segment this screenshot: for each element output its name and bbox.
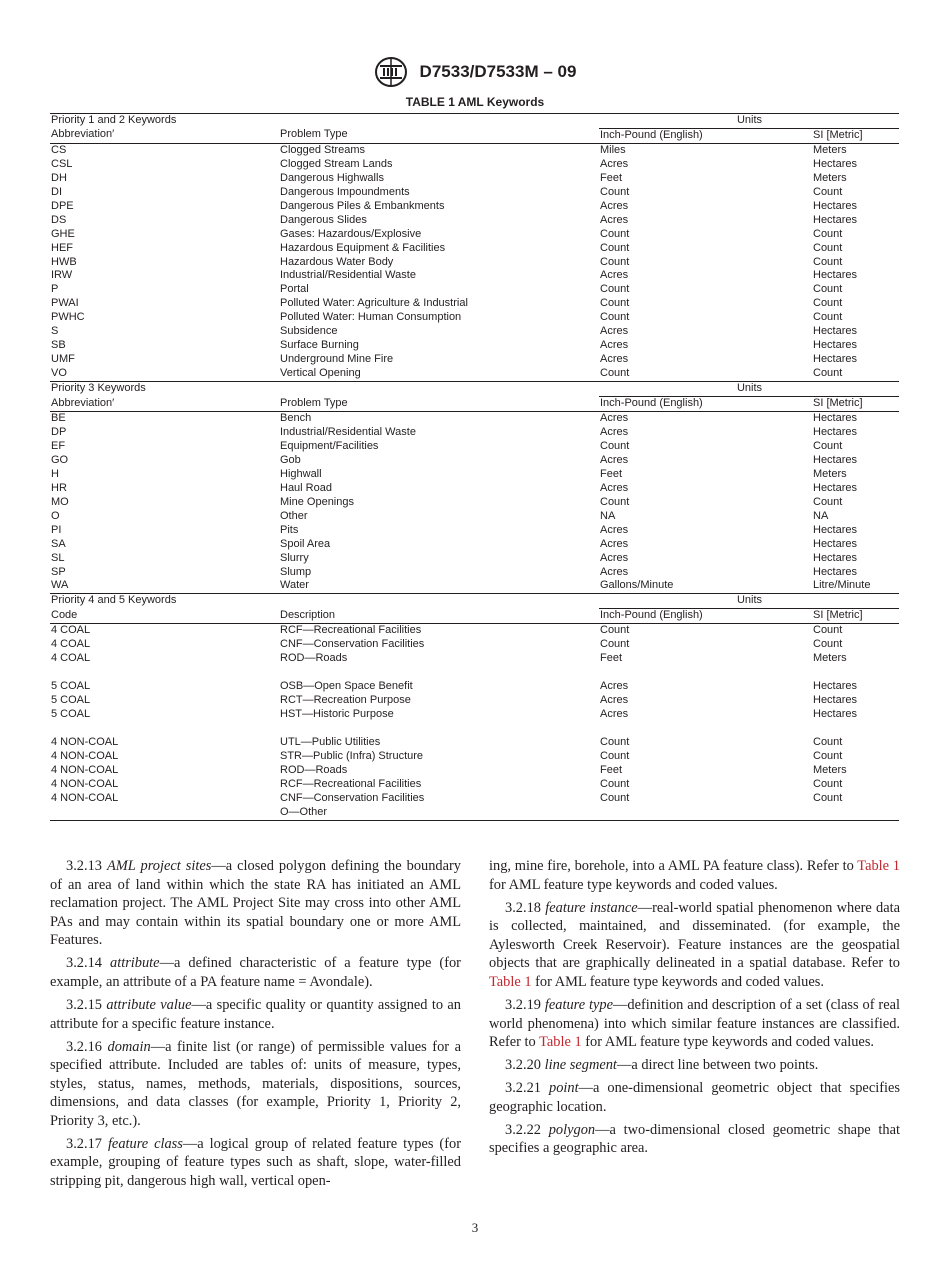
table-cell: Hectares bbox=[813, 339, 858, 352]
section-header-row bbox=[50, 114, 899, 129]
table-cell: Count bbox=[600, 439, 630, 452]
table-cell: Hectares bbox=[813, 481, 858, 494]
table-cell: Subsidence bbox=[280, 325, 338, 338]
definition-3-2-14: 3.2.14 attribute—a defined characteristic of a feature type (for example, an attribute of a PA feature name = Avondale). bbox=[50, 955, 461, 990]
table-cell: Hectares bbox=[813, 353, 858, 366]
table-cell: Water bbox=[280, 579, 309, 592]
table-cell: Acres bbox=[600, 325, 629, 338]
table-cell: Hectares bbox=[813, 680, 858, 693]
page-number: 3 bbox=[471, 1220, 479, 1235]
table-cell: 4 NON-COAL bbox=[51, 777, 119, 790]
table-cell: Dangerous Slides bbox=[280, 213, 367, 226]
table-row bbox=[50, 736, 899, 750]
table-cell: SA bbox=[51, 537, 66, 550]
table-cell: Acres bbox=[600, 551, 629, 564]
table-cell: Gases: Hazardous/Explosive bbox=[280, 227, 422, 240]
table-cell: HR bbox=[51, 481, 67, 494]
table-cell bbox=[599, 722, 812, 736]
table-cell: DS bbox=[51, 213, 67, 226]
table-row bbox=[50, 269, 899, 283]
table-cell: Count bbox=[813, 311, 843, 324]
table-row bbox=[50, 412, 899, 426]
table-row bbox=[50, 510, 899, 524]
table-row bbox=[50, 454, 899, 468]
page-header bbox=[0, 56, 950, 88]
column-header: Problem Type bbox=[279, 128, 599, 143]
table-cell: Industrial/Residential Waste bbox=[280, 425, 416, 438]
table-cell: Hazardous Water Body bbox=[280, 255, 394, 268]
table-cell: Dangerous Impoundments bbox=[280, 185, 410, 198]
table-cell: Acres bbox=[600, 453, 629, 466]
column-header: SI [Metric] bbox=[812, 397, 899, 412]
table-cell: Mine Openings bbox=[280, 495, 354, 508]
table-cell: WA bbox=[51, 579, 69, 592]
table-cell: Litre/Minute bbox=[813, 579, 871, 592]
column-header: Inch-Pound (English) bbox=[599, 397, 812, 412]
table-cell: 4 COAL bbox=[51, 638, 91, 651]
table-row bbox=[50, 566, 899, 580]
table-cell: Acres bbox=[600, 523, 629, 536]
table-cell: Gallons/Minute bbox=[600, 579, 674, 592]
table-cell: Feet bbox=[600, 467, 623, 480]
table-cell: Count bbox=[813, 624, 843, 637]
table-spacer-row bbox=[50, 666, 899, 680]
table-cell: Hazardous Equipment & Facilities bbox=[280, 241, 446, 254]
table-row bbox=[50, 624, 899, 638]
table-cell: Gob bbox=[280, 453, 301, 466]
table-cell: Acres bbox=[600, 708, 629, 721]
table-row bbox=[50, 242, 899, 256]
table-cell: Industrial/Residential Waste bbox=[280, 269, 416, 282]
table-cell: Spoil Area bbox=[280, 537, 331, 550]
table-cell: CS bbox=[51, 143, 67, 156]
table-cell: O—Other bbox=[279, 806, 599, 820]
table-cell: Count bbox=[813, 185, 843, 198]
table-row bbox=[50, 339, 899, 353]
table-cell: Acres bbox=[600, 412, 629, 425]
table-cell: Count bbox=[600, 735, 630, 748]
table-cell: Acres bbox=[600, 565, 629, 578]
table-cell: 5 COAL bbox=[51, 694, 91, 707]
table-cell bbox=[50, 666, 279, 680]
table-cell: Count bbox=[813, 297, 843, 310]
column-header: SI [Metric] bbox=[812, 128, 899, 143]
definition-3-2-22: 3.2.22 polygon—a two-dimensional closed geometric shape that specifies a geographic area. bbox=[489, 1121, 900, 1157]
table-cell: Vertical Opening bbox=[280, 367, 361, 380]
table-row bbox=[50, 367, 899, 381]
table-cell: Count bbox=[813, 495, 843, 508]
table-cell: Acres bbox=[600, 213, 629, 226]
table-cell: Feet bbox=[600, 652, 623, 665]
table-cell: Feet bbox=[600, 171, 623, 184]
document-designation: D7533/D7533M – 09 bbox=[419, 62, 577, 81]
table-row bbox=[50, 214, 899, 228]
table-cell: Hectares bbox=[813, 694, 858, 707]
table-cell: Surface Burning bbox=[280, 339, 359, 352]
table-cell: Count bbox=[813, 638, 843, 651]
table-row bbox=[50, 764, 899, 778]
table-cell: 4 NON-COAL bbox=[51, 735, 119, 748]
table-cell: ROD—Roads bbox=[280, 763, 348, 776]
table-row bbox=[50, 468, 899, 482]
table-row bbox=[50, 708, 899, 722]
table-cell bbox=[279, 722, 599, 736]
table-row bbox=[50, 297, 899, 311]
table-row bbox=[50, 792, 899, 806]
table-cell: Clogged Streams bbox=[280, 143, 365, 156]
column-header-row bbox=[50, 609, 899, 624]
table-cell bbox=[812, 806, 899, 820]
table-cell: Bench bbox=[280, 412, 312, 425]
table-cell: DPE bbox=[51, 199, 74, 212]
definition-3-2-15: 3.2.15 attribute value—a specific quality or quantity assigned to an attribute for a specific feature instance. bbox=[50, 996, 462, 1032]
table-cell: Acres bbox=[600, 680, 629, 693]
table-cell: Hectares bbox=[813, 551, 858, 564]
aml-keywords-table bbox=[50, 113, 899, 821]
table-cell: NA bbox=[813, 509, 829, 522]
table-row bbox=[50, 538, 899, 552]
table-cell: HWB bbox=[51, 255, 77, 268]
table-cell: Dangerous Piles & Embankments bbox=[280, 199, 445, 212]
column-header: Code bbox=[50, 609, 279, 624]
table-cell: Count bbox=[600, 227, 630, 240]
table-cell: Count bbox=[600, 791, 630, 804]
table-cell: Count bbox=[600, 624, 630, 637]
table-cell: PI bbox=[51, 523, 62, 536]
table-cell: Dangerous Highwalls bbox=[280, 171, 384, 184]
table-cell: Underground Mine Fire bbox=[280, 353, 394, 366]
table-cell: SL bbox=[51, 551, 65, 564]
table-cell: Polluted Water: Agriculture & Industrial bbox=[280, 297, 468, 310]
table-cell: Meters bbox=[813, 763, 847, 776]
table-cell: Count bbox=[600, 367, 630, 380]
table-cell: Other bbox=[280, 509, 308, 522]
table-cell: 4 NON-COAL bbox=[51, 791, 119, 804]
table-cell: Count bbox=[600, 241, 630, 254]
table-cell: Acres bbox=[600, 481, 629, 494]
table-cell: Feet bbox=[600, 763, 623, 776]
table-spacer-row bbox=[50, 722, 899, 736]
table-row bbox=[50, 426, 899, 440]
table-row bbox=[50, 694, 899, 708]
table-row bbox=[50, 325, 899, 339]
table-caption: TABLE 1 AML Keywords bbox=[405, 95, 545, 109]
right-column bbox=[489, 857, 900, 1162]
table-row bbox=[50, 172, 899, 186]
definition-3-2-18: 3.2.18 feature instance—real-world spatial phenomenon where data is collected, maintained, and disseminated. (for example, the Aylesworth Creek Reservoir). Feature instances are the geospatial objects that are graphically delineated in a spatial database. Refer to Table 1 for AML feature type keywords and coded values. bbox=[489, 899, 900, 990]
table-cell: Count bbox=[600, 255, 630, 268]
definition-3-2-20: 3.2.20 line segment—a direct line between two points. bbox=[505, 1057, 819, 1074]
table-cell: Haul Road bbox=[280, 481, 332, 494]
table-cell: Hectares bbox=[813, 157, 858, 170]
table-cell: Acres bbox=[600, 269, 629, 282]
definition-3-2-16: 3.2.16 domain—a finite list (or range) of permissible values for a specified attribute. Included are tables of: units of measure, types, styles, status, names, methods, materials, dispositions, sources, dimensions, and data classes (for example, Priority 1, Priority 2, Priority 3, etc.). bbox=[50, 1038, 461, 1129]
table-row bbox=[50, 228, 899, 242]
table-row bbox=[50, 552, 899, 566]
table-cell: Count bbox=[600, 495, 630, 508]
table-row bbox=[50, 482, 899, 496]
table-cell: VO bbox=[51, 367, 67, 380]
table-cell: Pits bbox=[280, 523, 299, 536]
table-cell bbox=[812, 666, 899, 680]
table-cell: IRW bbox=[51, 269, 73, 282]
table-cell: Portal bbox=[280, 283, 309, 296]
table-cell: Hectares bbox=[813, 453, 858, 466]
table-cell: Slurry bbox=[280, 551, 309, 564]
table-row bbox=[50, 311, 899, 325]
table-cell: EF bbox=[51, 439, 66, 452]
column-header: Inch-Pound (English) bbox=[599, 128, 812, 143]
table-cell: Count bbox=[600, 638, 630, 651]
table-cell: Acres bbox=[600, 199, 629, 212]
table-cell: Count bbox=[813, 735, 843, 748]
table-row bbox=[50, 283, 899, 297]
table-cell: O bbox=[51, 509, 60, 522]
table-row bbox=[50, 750, 899, 764]
section-header-row bbox=[50, 382, 899, 397]
table-cell bbox=[279, 666, 599, 680]
table-cell: Hectares bbox=[813, 213, 858, 226]
table-cell: S bbox=[51, 325, 59, 338]
table-cell: Count bbox=[600, 311, 630, 324]
table-cell: PWHC bbox=[51, 311, 85, 324]
table-cell bbox=[812, 722, 899, 736]
section-title: Priority 1 and 2 Keywords bbox=[50, 114, 599, 129]
table-row bbox=[50, 579, 899, 593]
column-header-row bbox=[50, 397, 899, 412]
table-cell: Acres bbox=[600, 157, 629, 170]
table-cell bbox=[50, 722, 279, 736]
table-cell: 4 COAL bbox=[51, 652, 91, 665]
table-row bbox=[50, 186, 899, 200]
column-header: Inch-Pound (English) bbox=[599, 609, 812, 624]
units-header: Units bbox=[599, 594, 899, 609]
table-cell: RCT—Recreation Purpose bbox=[280, 694, 411, 707]
table-cell: Hectares bbox=[813, 269, 858, 282]
table-cell: H bbox=[51, 467, 59, 480]
table-cell: BE bbox=[51, 412, 66, 425]
table-cell: Meters bbox=[813, 143, 847, 156]
table-cell: 4 NON-COAL bbox=[51, 763, 119, 776]
table-row bbox=[50, 496, 899, 510]
table-cell: Acres bbox=[600, 339, 629, 352]
table-cell: GHE bbox=[51, 227, 75, 240]
table-row bbox=[50, 652, 899, 666]
table-row bbox=[50, 524, 899, 538]
table-cell: GO bbox=[51, 453, 69, 466]
table-row bbox=[50, 143, 899, 157]
table-cell: STR—Public (Infra) Structure bbox=[280, 749, 424, 762]
table-cell: Count bbox=[813, 439, 843, 452]
definition-3-2-19: 3.2.19 feature type—definition and description of a set (class of real world phenomena) into which similar feature instances are classified. Refer to Table 1 for AML feature type keywords and coded values. bbox=[489, 996, 900, 1051]
table-cell: HST—Historic Purpose bbox=[280, 708, 394, 721]
table-1-link[interactable]: Table 1 bbox=[857, 858, 901, 874]
table-cell: RCF—Recreational Facilities bbox=[280, 624, 422, 637]
table-row bbox=[50, 638, 899, 652]
section-title: Priority 3 Keywords bbox=[50, 382, 599, 397]
left-column bbox=[50, 857, 461, 1195]
table-1-link[interactable]: Table 1 bbox=[539, 1034, 582, 1051]
table-cell: Hectares bbox=[813, 325, 858, 338]
table-cell: Count bbox=[813, 241, 843, 254]
table-cell: Highwall bbox=[280, 467, 322, 480]
table-cell: Count bbox=[813, 777, 843, 790]
table-cell: Count bbox=[600, 185, 630, 198]
table-cell: 5 COAL bbox=[51, 680, 91, 693]
table-cell: Hectares bbox=[813, 565, 858, 578]
table-cell: Count bbox=[600, 777, 630, 790]
column-header: SI [Metric] bbox=[812, 609, 899, 624]
column-header: Problem Type bbox=[279, 397, 599, 412]
table-cell: Miles bbox=[600, 143, 626, 156]
table-cell: Meters bbox=[813, 652, 847, 665]
table-cell: Equipment/Facilities bbox=[280, 439, 379, 452]
table-cell bbox=[50, 806, 279, 820]
table-cell: Clogged Stream Lands bbox=[280, 157, 393, 170]
table-cell: HEF bbox=[51, 241, 73, 254]
column-header-row bbox=[50, 128, 899, 143]
table-row bbox=[50, 440, 899, 454]
table-cell: Count bbox=[813, 283, 843, 296]
units-header: Units bbox=[599, 382, 899, 397]
table-cell: 5 COAL bbox=[51, 708, 91, 721]
table-cell: Acres bbox=[600, 425, 629, 438]
table-row bbox=[50, 806, 899, 820]
column-header: Abbreviation′ bbox=[50, 397, 279, 412]
astm-logo-icon bbox=[374, 56, 408, 88]
table-cell: P bbox=[51, 283, 59, 296]
units-header: Units bbox=[599, 114, 899, 129]
table-row bbox=[50, 158, 899, 172]
section-title: Priority 4 and 5 Keywords bbox=[50, 594, 599, 609]
table-1-link[interactable]: Table 1 bbox=[489, 973, 532, 990]
table-cell: SB bbox=[51, 339, 66, 352]
table-cell: Acres bbox=[600, 694, 629, 707]
table-cell: PWAI bbox=[51, 297, 79, 310]
table-cell: Hectares bbox=[813, 708, 858, 721]
table-cell: Hectares bbox=[813, 412, 858, 425]
definition-3-2-17-continued: ing, mine fire, borehole, into a AML PA feature class). Refer to Table 1 for AML feature type keywords and coded values. bbox=[489, 858, 901, 893]
table-row bbox=[50, 680, 899, 694]
table-cell: Polluted Water: Human Consumption bbox=[280, 311, 462, 324]
table-cell: Count bbox=[600, 283, 630, 296]
definition-3-2-13: 3.2.13 AML project sites—a closed polygon defining the boundary of an area of land within which the state RA has initiated an AML reclamation project. The AML Project Site may cross into other AML PAs and may contain within its spatial boundary one or more AML Features. bbox=[50, 858, 461, 949]
column-header: Abbreviation′ bbox=[50, 128, 279, 143]
table-cell: Acres bbox=[600, 537, 629, 550]
table-cell: OSB—Open Space Benefit bbox=[280, 680, 413, 693]
table-cell: Hectares bbox=[813, 523, 858, 536]
table-cell: CSL bbox=[51, 157, 73, 170]
section-header-row bbox=[50, 594, 899, 609]
table-cell: 4 NON-COAL bbox=[51, 749, 119, 762]
table-cell: RCF—Recreational Facilities bbox=[280, 777, 422, 790]
table-cell: DH bbox=[51, 171, 67, 184]
table-row bbox=[50, 256, 899, 270]
table-cell: ROD—Roads bbox=[280, 652, 348, 665]
table-cell: CNF—Conservation Facilities bbox=[280, 791, 425, 804]
table-cell: NA bbox=[600, 509, 616, 522]
table-cell: Count bbox=[600, 297, 630, 310]
definition-3-2-17: 3.2.17 feature class—a logical group of related feature types (for example, grouping of feature types such as shaft, slope, water-filled stripping pit, dangerous high wall, vertical open- bbox=[50, 1135, 462, 1190]
table-cell: Hectares bbox=[813, 537, 858, 550]
table-cell: Count bbox=[813, 791, 843, 804]
table-cell: UTL—Public Utilities bbox=[280, 735, 381, 748]
table-cell bbox=[599, 806, 812, 820]
table-cell: Hectares bbox=[813, 425, 858, 438]
table-cell: DP bbox=[51, 425, 67, 438]
table-cell: Hectares bbox=[813, 199, 858, 212]
table-cell: Count bbox=[813, 749, 843, 762]
table-row bbox=[50, 200, 899, 214]
table-row bbox=[50, 353, 899, 367]
table-cell: Count bbox=[813, 255, 843, 268]
table-cell: UMF bbox=[51, 353, 75, 366]
table-cell: MO bbox=[51, 495, 69, 508]
table-cell bbox=[599, 666, 812, 680]
definition-3-2-21: 3.2.21 point—a one-dimensional geometric object that specifies geographic location. bbox=[489, 1080, 900, 1115]
table-cell: Count bbox=[813, 367, 843, 380]
table-cell: SP bbox=[51, 565, 66, 578]
table-cell: Slump bbox=[280, 565, 312, 578]
table-cell: Acres bbox=[600, 353, 629, 366]
table-cell: Count bbox=[813, 227, 843, 240]
table-cell: CNF—Conservation Facilities bbox=[280, 638, 425, 651]
table-row bbox=[50, 778, 899, 792]
table-cell: 4 COAL bbox=[51, 624, 91, 637]
table-cell: DI bbox=[51, 185, 62, 198]
column-header: Description bbox=[279, 609, 599, 624]
table-cell: Meters bbox=[813, 467, 847, 480]
table-cell: Meters bbox=[813, 171, 847, 184]
table-cell: Count bbox=[600, 749, 630, 762]
